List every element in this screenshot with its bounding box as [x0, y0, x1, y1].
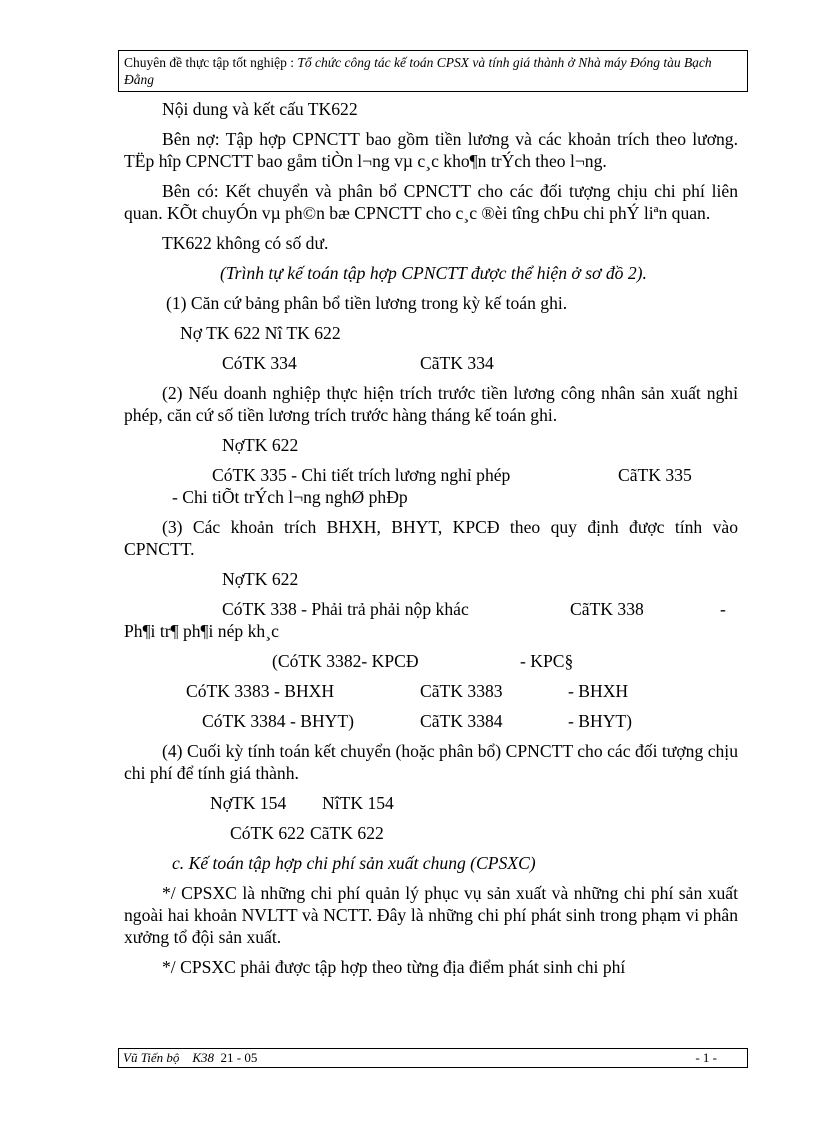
page-footer [118, 1048, 748, 1068]
entry-text: - BHXH [568, 681, 629, 701]
paragraph: (3) Các khoản trích BHXH, BHYT, KPCĐ theo quy định được tính vào CPNCTT. [124, 517, 738, 559]
section-heading: c. Kế toán tập hợp chi phí sản xuất chung (CPSXC) [172, 853, 536, 873]
paragraph-italic: (Trình tự kế toán tập hợp CPNCTT được thể hiện ở sơ đồ 2). [220, 263, 647, 283]
entry-text: CóTK 334 [222, 353, 297, 373]
entry-text: (CóTK 3382- KPCĐ [272, 651, 419, 671]
entry-line [124, 434, 738, 456]
entry-text: - KPC§ [520, 651, 574, 671]
page-number: - 1 - [695, 1050, 717, 1065]
paragraph: Bên nợ: Tập hợp CPNCTT bao gồm tiền lương và các khoản trích theo lương. TËp hîp CPNCTT bao gåm tiÒn l¬ng vµ c¸c kho¶n trÝch theo l¬ng. [124, 129, 738, 171]
entry-text: CãTK 338 [570, 599, 644, 619]
entry-line [124, 792, 738, 814]
header-lead: Chuyên đề thực tập tốt nghiệp : [124, 55, 298, 70]
entry-text: NợTK 622 [222, 435, 299, 455]
entry-text: CãTK 335 [618, 465, 692, 485]
entry-line [124, 598, 738, 620]
paragraph: Bên có: Kết chuyển và phân bổ CPNCTT cho các đối tượng chịu chi phí liên quan. KÕt chuyÓn vµ ph©n bæ CPNCTT cho c¸c ®èi tîng chÞu chi phÝ liªn quan. [124, 181, 738, 223]
entry-line [124, 486, 738, 508]
entry-text: CóTK 3383 - BHXH [186, 681, 335, 701]
footer-class: K38 [192, 1050, 215, 1065]
entry-line [124, 680, 738, 702]
entry-text: NợTK 154 [210, 793, 287, 813]
entry-line [124, 568, 738, 590]
footer-author-info [123, 1049, 257, 1067]
entry-text: CóTK 622 [230, 823, 305, 843]
paragraph: TK622 không có số dư. [162, 233, 329, 253]
paragraph: (1) Căn cứ bảng phân bổ tiền lương trong kỳ kế toán ghi. [166, 293, 568, 313]
entry-line [124, 464, 738, 486]
entry-text: CóTK 335 - Chi tiết trích lương nghỉ phép [212, 465, 511, 485]
paragraph: Nội dung và kết cấu TK622 [162, 99, 358, 119]
entry-line [124, 650, 738, 672]
entry-line [124, 352, 738, 374]
entry-text: Nợ TK 622 Nî TK 622 [180, 323, 341, 343]
entry-line [124, 322, 738, 344]
entry-text: - Chi tiÕt trÝch l¬ng nghØ phÐp [172, 487, 408, 507]
paragraph: */ CPSXC là những chi phí quản lý phục vụ sản xuất và những chi phí sản xuất ngoài hai khoản NVLTT và NCTT. Đây là những chi phí phát sinh trong phạm vi phân xưởng tổ đội sản xuất. [124, 883, 738, 947]
entry-text: NîTK 154 [322, 793, 394, 813]
entry-text: CãTK 334 [420, 353, 494, 373]
entry-text: CãTK 622 [310, 823, 384, 843]
entry-text: - BHYT) [568, 711, 633, 731]
entry-line [124, 822, 738, 844]
paragraph: */ CPSXC phải được tập hợp theo từng địa điểm phát sinh chi phí [162, 957, 626, 977]
page-header [118, 50, 748, 92]
entry-line [124, 620, 738, 642]
entry-text: Ph¶i tr¶ ph¶i nép kh¸c [124, 621, 279, 641]
entry-text: CãTK 3384 [420, 711, 503, 731]
paragraph: (4) Cuối kỳ tính toán kết chuyển (hoặc phân bổ) CPNCTT cho các đối tượng chịu chi phí để tính giá thành. [124, 741, 738, 783]
footer-code: 21 - 05 [220, 1050, 258, 1065]
header-title: Tổ chức công tác kế toán CPSX và tính giá thành ở Nhà máy Đóng tàu Bạch Đằng [124, 55, 712, 87]
footer-author: Vũ Tiến bộ [123, 1050, 180, 1065]
entry-text: CãTK 3383 [420, 681, 503, 701]
entry-line [124, 710, 738, 732]
document-body [124, 98, 738, 986]
entry-text: - [720, 599, 726, 619]
entry-text: CóTK 338 - Phải trả phải nộp khác [222, 599, 469, 619]
entry-text: NợTK 622 [222, 569, 299, 589]
entry-text: CóTK 3384 - BHYT) [202, 711, 354, 731]
paragraph: (2) Nếu doanh nghiệp thực hiện trích trước tiền lương công nhân sản xuất nghỉ phép, căn cứ số tiền lương trích trước hàng tháng kế toán ghi. [124, 383, 738, 425]
